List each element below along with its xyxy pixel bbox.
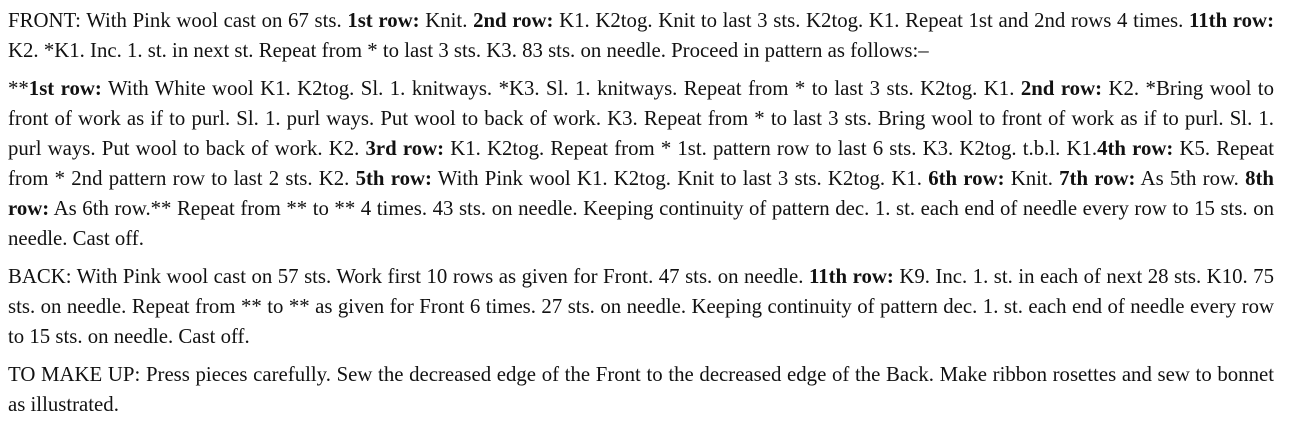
- instruction-text: FRONT: With Pink wool cast on 67 sts.: [8, 9, 348, 32]
- row-label: 4th row:: [1097, 137, 1174, 160]
- instruction-text: With White wool K1. K2tog. Sl. 1. knitways. *K3. Sl. 1. knitways. Repeat from * to last 3 sts. K2tog. K1.: [101, 77, 1021, 100]
- paragraph-to-make-up: [8, 360, 1274, 420]
- row-label: 11th row:: [1189, 9, 1275, 32]
- knitting-instructions-document: [8, 6, 1274, 420]
- instruction-text: **: [8, 77, 29, 100]
- row-label: 3rd row:: [365, 137, 445, 160]
- row-label: 8th row:: [8, 167, 1274, 220]
- paragraph-pattern: [8, 74, 1274, 254]
- row-label: 6th row:: [928, 167, 1005, 190]
- row-label: 1st row:: [347, 9, 420, 32]
- instruction-text: K2. *K1. Inc. 1. st. in next st. Repeat from * to last 3 sts. K3. 83 sts. on needle. Proceed in pattern as follows:–: [8, 39, 929, 62]
- instruction-text: BACK: With Pink wool cast on 57 sts. Work first 10 rows as given for Front. 47 sts. on needle.: [8, 265, 809, 288]
- instruction-text: As 6th row.** Repeat from ** to ** 4 times. 43 sts. on needle. Keeping continuity of pattern dec. 1. st. each end of needle every row to 15 sts. on needle. Cast off.: [8, 197, 1274, 250]
- instruction-text: As 5th row.: [1135, 167, 1246, 190]
- row-label: 7th row:: [1059, 167, 1136, 190]
- paragraph-back: [8, 262, 1274, 352]
- instruction-text: With Pink wool K1. K2tog. Knit to last 3 sts. K2tog. K1.: [431, 167, 929, 190]
- row-label: 2nd row:: [1020, 77, 1103, 100]
- instruction-text: K9. Inc. 1. st. in each of next 28 sts. K10. 75 sts. on needle. Repeat from ** to ** as given for Front 6 times. 27 sts. on needle. Keeping continuity of pattern dec. 1. st. each end of needle every row to 15 sts. on needle. Cast off.: [8, 265, 1274, 348]
- row-label: 1st row:: [28, 77, 102, 100]
- paragraph-front: [8, 6, 1274, 66]
- row-label: 5th row:: [355, 167, 432, 190]
- instruction-text: Knit.: [419, 9, 474, 32]
- row-label: 11th row:: [808, 265, 894, 288]
- instruction-text: K2. *Bring wool to front of work as if to purl. Sl. 1. purl ways. Put wool to back of work. K3. Repeat from * to last 3 sts. Bring wool to front of work as if to purl. Sl. 1. purl ways. Put wool to back of work. K2.: [8, 77, 1274, 160]
- instruction-text: TO MAKE UP: Press pieces carefully. Sew the decreased edge of the Front to the decreased edge of the Back. Make ribbon rosettes and sew to bonnet as illustrated.: [8, 363, 1274, 416]
- instruction-text: K5. Repeat from * 2nd pattern row to last 2 sts. K2.: [8, 137, 1274, 190]
- instruction-text: K1. K2tog. Repeat from * 1st. pattern row to last 6 sts. K3. K2tog. t.b.l. K1.: [444, 137, 1098, 160]
- row-label: 2nd row:: [473, 9, 554, 32]
- instruction-text: K1. K2tog. Knit to last 3 sts. K2tog. K1. Repeat 1st and 2nd rows 4 times.: [553, 9, 1190, 32]
- instruction-text: Knit.: [1004, 167, 1060, 190]
